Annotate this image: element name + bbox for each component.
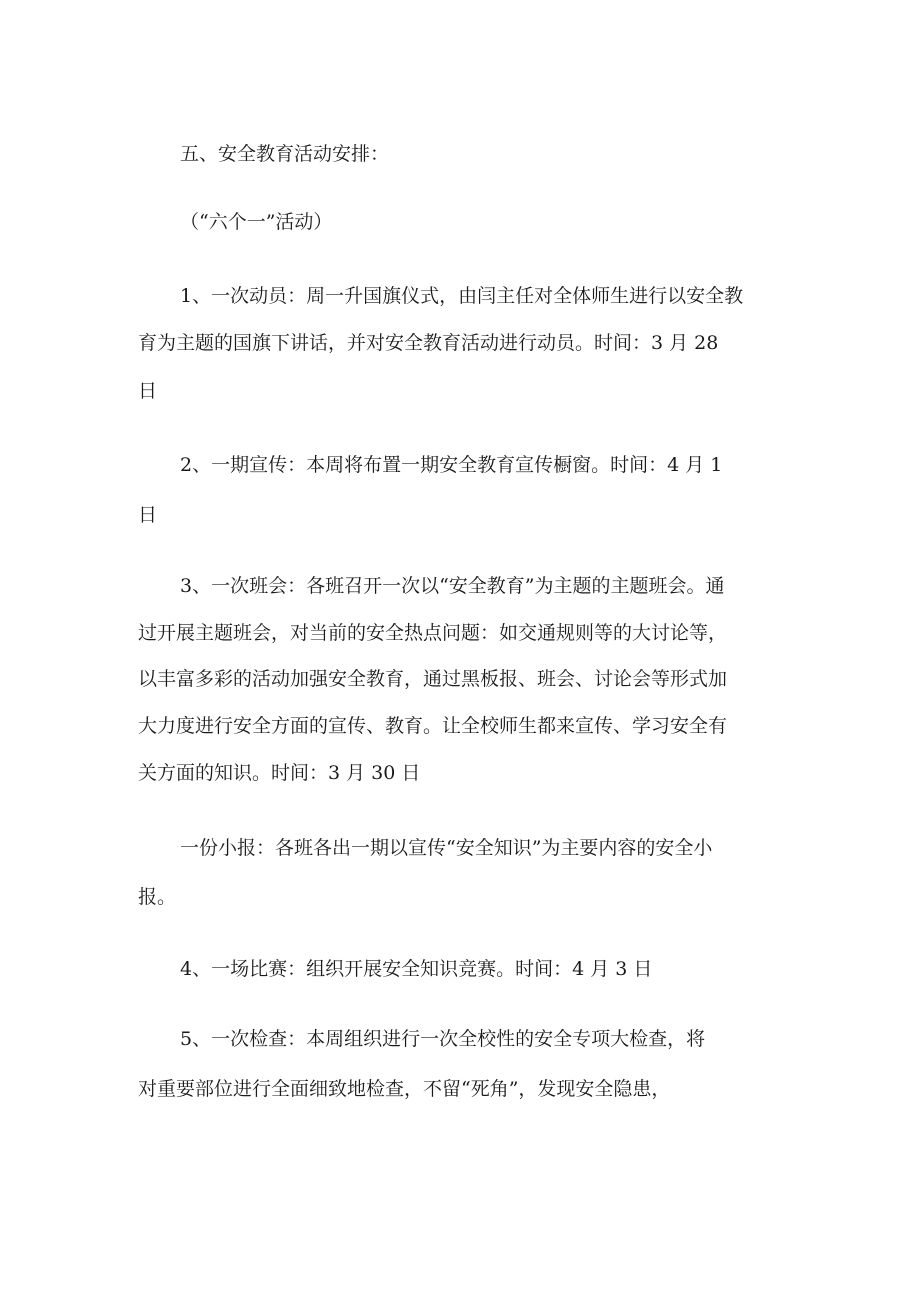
- section-heading: 五、安全教育活动安排：: [180, 143, 390, 165]
- paragraph-line: 日: [138, 380, 158, 402]
- paragraph-line: 报。: [138, 886, 177, 908]
- paragraph-line: 大力度进行安全方面的宣传、教育。让全校师生都来宣传、学习安全有: [138, 715, 728, 737]
- section-subheading: （“六个一”活动）: [180, 211, 333, 233]
- paragraph-line: 4、一场比赛：组织开展安全知识竞赛。时间：4 月 3 日: [180, 958, 653, 980]
- paragraph-line: 育为主题的国旗下讲话，并对安全教育活动进行动员。时间：3 月 28: [138, 332, 719, 354]
- paragraph-line: 日: [138, 504, 158, 526]
- paragraph-line: 5、一次检查：本周组织进行一次全校性的安全专项大检查，将: [180, 1028, 706, 1050]
- paragraph-line: 关方面的知识。时间：3 月 30 日: [138, 762, 421, 784]
- paragraph-line: 一份小报：各班各出一期以宣传“安全知识”为主要内容的安全小: [180, 837, 713, 859]
- paragraph-line: 对重要部位进行全面细致地检查，不留“死角”，发现安全隐患，: [138, 1078, 671, 1100]
- paragraph-line: 过开展主题班会，对当前的安全热点问题：如交通规则等的大讨论等，: [138, 622, 728, 644]
- paragraph-line: 以丰富多彩的活动加强安全教育，通过黑板报、班会、讨论会等形式加: [138, 668, 728, 690]
- paragraph-line: 1、一次动员：周一升国旗仪式，由闫主任对全体师生进行以安全教: [180, 285, 744, 307]
- paragraph-line: 2、一期宣传：本周将布置一期安全教育宣传橱窗。时间：4 月 1: [180, 454, 723, 476]
- paragraph-line: 3、一次班会：各班召开一次以“安全教育”为主题的主题班会。通: [180, 575, 725, 597]
